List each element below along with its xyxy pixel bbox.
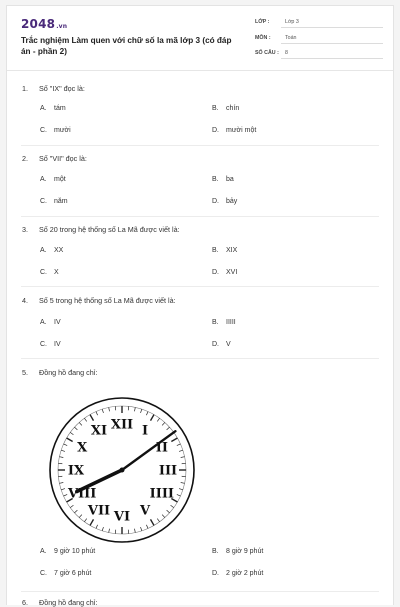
question-text: Số "VII" đọc là: <box>39 154 87 163</box>
clock-numeral: X <box>77 441 88 456</box>
divider <box>21 286 379 287</box>
worksheet-header <box>7 6 393 71</box>
question-text: Đồng hồ đang chỉ: <box>39 598 97 607</box>
clock-numeral: XI <box>91 424 107 439</box>
clock-numeral: I <box>142 424 148 439</box>
meta-subject: MÔN : Toán <box>255 32 383 45</box>
clock-numeral: II <box>156 441 168 456</box>
clock-numeral: III <box>159 464 177 479</box>
question-number: 4. <box>22 296 28 305</box>
question-number: 6. <box>22 598 28 607</box>
worksheet-title: Trắc nghiệm Làm quen với chữ số la mã lớp 3 (có đáp án - phần 2) <box>21 36 243 57</box>
clock-numeral: IX <box>68 464 85 479</box>
question-text: Số 5 trong hệ thống số La Mã được viết là: <box>39 296 176 305</box>
clock-numeral: VII <box>87 503 110 518</box>
divider <box>21 145 379 146</box>
divider <box>21 591 379 592</box>
worksheet: 2048.vn Trắc nghiệm Làm quen với chữ số la mã lớp 3 (có đáp án - phần 2) LỚP : Lớp 3 MÔN : Toán SỐ CÂU : 8 1. Số "IX" đọc là: A. tám B. chín C. mười D. mười một 2. Số "VII" đọc là: A. một B. ba C. năm D. bảy 3. Số 20 trong hệ thống số La Mã được viết là: A. XX B. XIX C. X D. XVI 4. Số 5 trong hệ thống số La Mã được viết là: A. IV B. IIIII C. IV D. V 5. Đồng hồ đang chỉ: XII I II III IIII V VI VII VIII IX X XI A. 9 giờ 10 phút B. 8 giờ 9 phút C. 7 giờ 6 phút D. 2 giờ 2 phút 6. Đồng hồ đang chỉ: <box>6 5 394 605</box>
clock-center <box>120 468 125 473</box>
clock-numeral: VIII <box>67 487 96 502</box>
clock-numeral: XII <box>111 418 133 433</box>
clock-numeral: IIII <box>150 487 174 502</box>
meta-question-count: SỐ CÂU : 8 <box>255 47 383 60</box>
site-logo[interactable]: 2048.vn <box>21 17 67 31</box>
question-number: 1. <box>22 84 28 93</box>
clock-numeral: VI <box>113 510 130 525</box>
question-text: Số 20 trong hệ thống số La Mã được viết là: <box>39 225 180 234</box>
question-number: 3. <box>22 225 28 234</box>
question-number: 5. <box>22 368 28 377</box>
meta-grade: LỚP : Lớp 3 <box>255 16 383 29</box>
divider <box>21 216 379 217</box>
divider <box>21 358 379 359</box>
clock-numeral: V <box>139 503 151 518</box>
question-number: 2. <box>22 154 28 163</box>
clock-image <box>47 395 197 545</box>
question-text: Đồng hồ đang chỉ: <box>39 368 97 377</box>
question-text: Số "IX" đọc là: <box>39 84 85 93</box>
